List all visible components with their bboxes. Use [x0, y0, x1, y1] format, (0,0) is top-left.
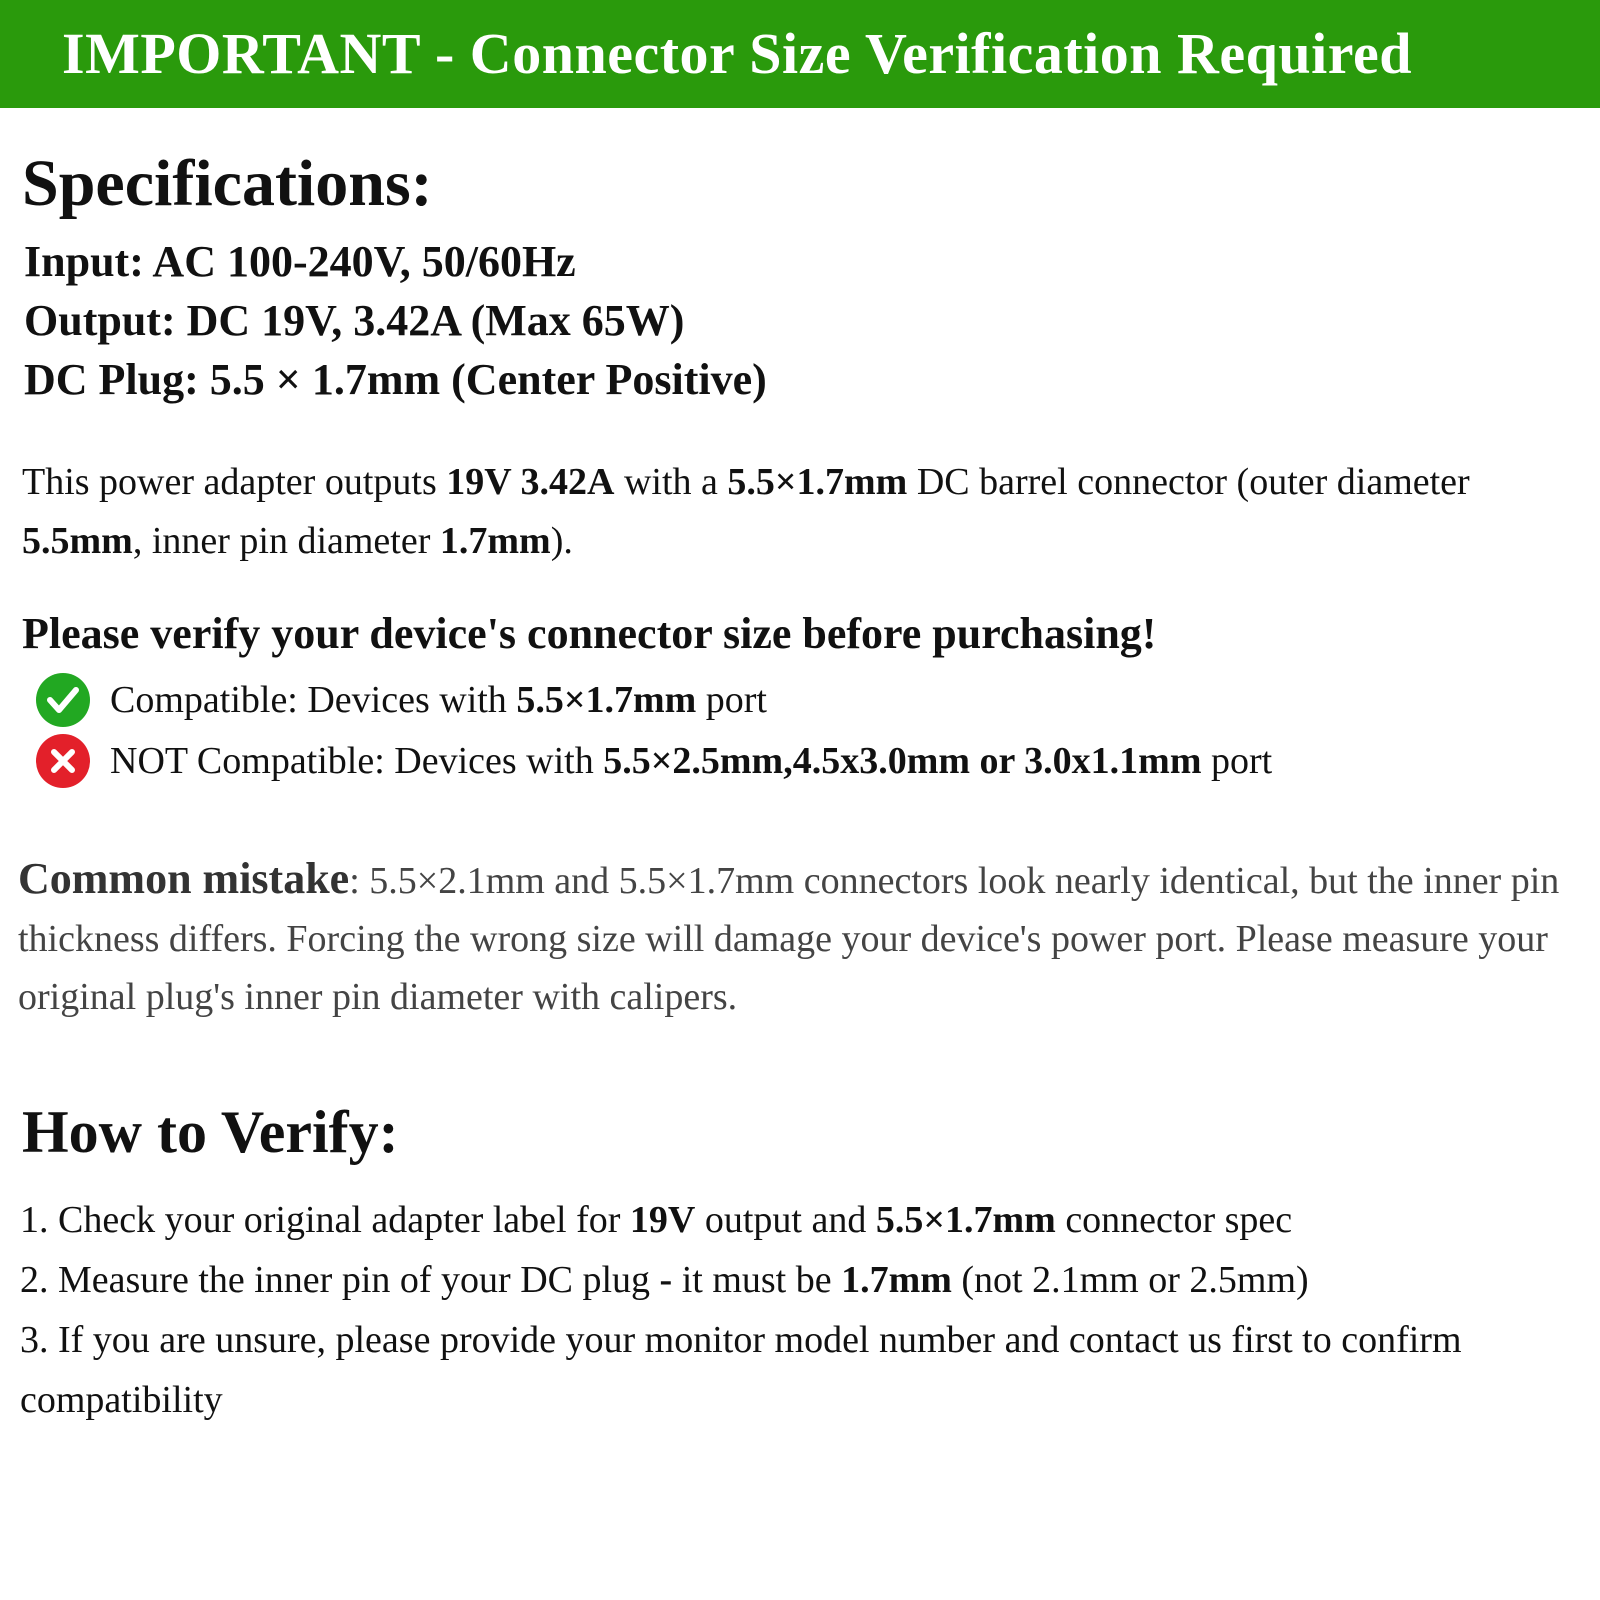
compatible-row	[36, 672, 767, 728]
step-1	[20, 1190, 1560, 1250]
not-compatible-text	[110, 739, 1272, 783]
step-text: 1. Check your original adapter label for	[20, 1199, 630, 1241]
step-3: 3. If you are unsure, please provide your monitor model number and contact us first to confirm compatibility	[20, 1319, 1462, 1421]
red-x-icon	[36, 734, 90, 788]
step-2	[20, 1250, 1560, 1310]
step-bold: 19V	[629, 1199, 696, 1241]
step-text: connector spec	[1055, 1199, 1293, 1241]
green-check-icon	[36, 673, 90, 727]
compatible-suffix: port	[696, 679, 767, 721]
step-bold: 5.5×1.7mm	[875, 1199, 1056, 1241]
step-bold: -	[659, 1259, 673, 1301]
compatible-text	[110, 678, 767, 722]
step-text: 2. Measure the inner pin of your DC plug	[20, 1259, 660, 1301]
how-to-verify-heading: How to Verify:	[22, 1099, 399, 1165]
common-mistake-text: : 5.5×2.1mm and 5.5×1.7mm connectors look nearly identical, but the inner pin thickness differs. Forcing the wrong size will damage your device's power port. Please measure your original plug's inner pin diameter with calipers.	[18, 860, 1560, 1018]
description-text: ).	[550, 520, 573, 562]
common-mistake-label: Common mistake	[18, 854, 350, 903]
description-bold: 19V 3.42A	[446, 461, 615, 503]
step-text: (not 2.1mm or 2.5mm)	[951, 1259, 1309, 1301]
spec-input: Input: AC 100-240V, 50/60Hz	[24, 237, 576, 286]
description-bold: 5.5mm	[22, 520, 133, 562]
step-text: output and	[695, 1199, 876, 1241]
verify-heading: Please verify your device's connector size before purchasing!	[22, 609, 1157, 658]
not-compatible-row	[36, 733, 1272, 789]
description-text: This power adapter outputs	[22, 461, 447, 503]
step-bold: 1.7mm	[841, 1259, 952, 1301]
spec-output: Output: DC 19V, 3.42A (Max 65W)	[24, 296, 685, 345]
spec-dc-plug: DC Plug: 5.5 × 1.7mm (Center Positive)	[24, 355, 767, 404]
description-text: with a	[614, 461, 728, 503]
not-compatible-prefix: NOT Compatible: Devices with	[110, 740, 604, 782]
description-paragraph	[22, 453, 1562, 571]
description-bold: 5.5×1.7mm	[727, 461, 908, 503]
not-compatible-sizes: 5.5×2.5mm,4.5x3.0mm or 3.0x1.1mm	[603, 740, 1202, 782]
common-mistake-paragraph	[18, 850, 1578, 1026]
step-text: it must be	[672, 1259, 842, 1301]
description-text: DC barrel connector (outer diameter	[907, 461, 1470, 503]
banner-title: IMPORTANT - Connector Size Verification Required	[62, 21, 1412, 86]
not-compatible-suffix: port	[1201, 740, 1273, 782]
specifications-heading: Specifications:	[22, 147, 433, 220]
compatible-prefix: Compatible: Devices with	[110, 679, 517, 721]
description-bold: 1.7mm	[439, 520, 551, 562]
header-banner	[0, 0, 1600, 108]
compatible-size: 5.5×1.7mm	[516, 679, 697, 721]
description-text: , inner pin diameter	[132, 520, 440, 562]
